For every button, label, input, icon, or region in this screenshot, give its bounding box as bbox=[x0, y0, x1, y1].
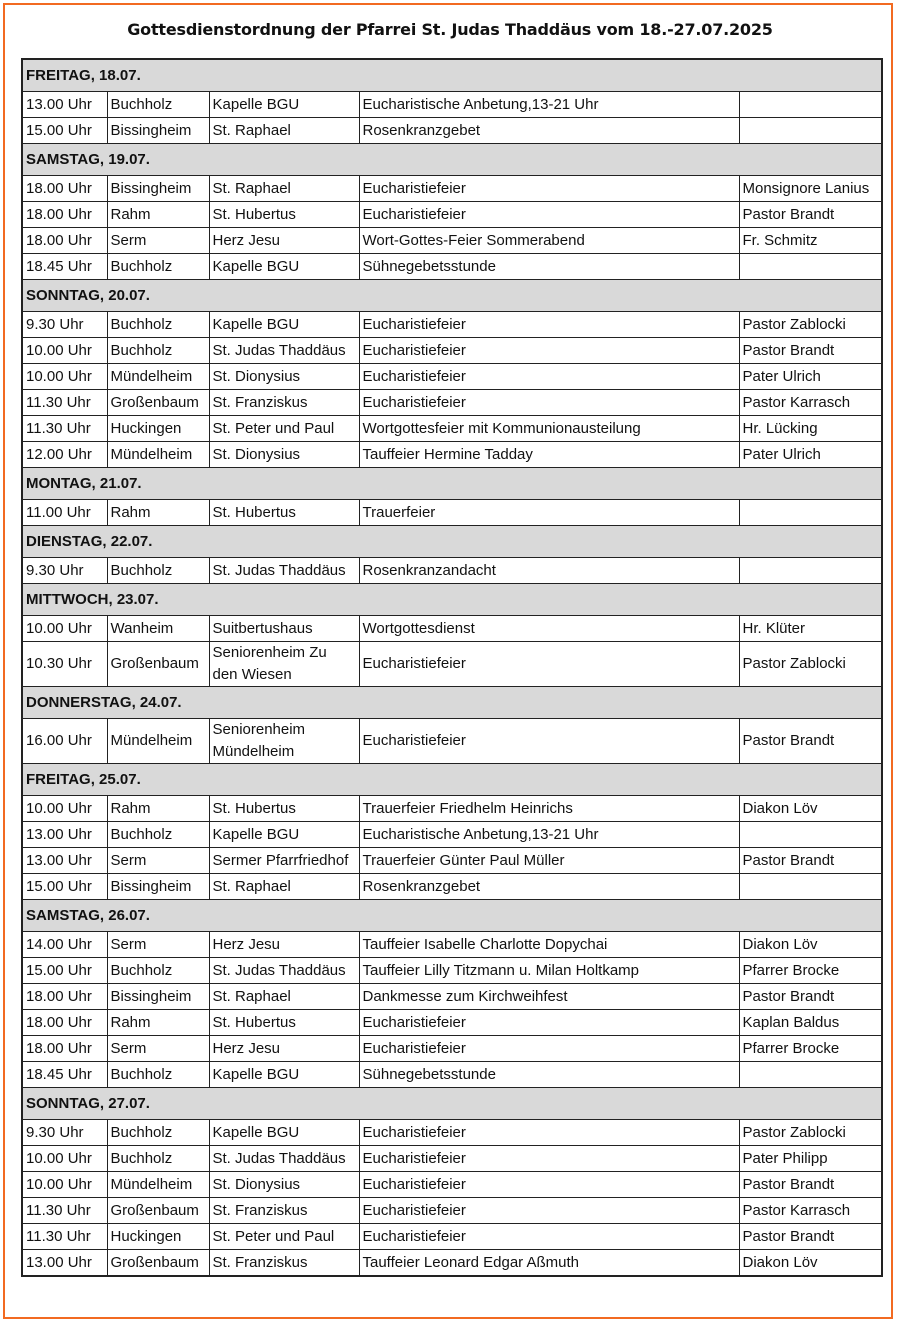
place-cell: Buchholz bbox=[107, 92, 209, 118]
service-row bbox=[22, 118, 882, 144]
day-header-row bbox=[22, 468, 882, 500]
day-header-row bbox=[22, 687, 882, 719]
service-row bbox=[22, 822, 882, 848]
event-cell: Tauffeier Leonard Edgar Aßmuth bbox=[359, 1250, 739, 1277]
service-row bbox=[22, 848, 882, 874]
church-cell: St. Hubertus bbox=[209, 796, 359, 822]
time-cell: 11.30 Uhr bbox=[22, 416, 107, 442]
service-row bbox=[22, 616, 882, 642]
church-cell: Kapelle BGU bbox=[209, 92, 359, 118]
event-cell: Trauerfeier Günter Paul Müller bbox=[359, 848, 739, 874]
event-cell: Tauffeier Isabelle Charlotte Dopychai bbox=[359, 932, 739, 958]
time-cell: 18.45 Uhr bbox=[22, 254, 107, 280]
day-date: , 22.07. bbox=[102, 532, 153, 550]
church-cell: Seniorenheim Zu den Wiesen bbox=[209, 642, 359, 687]
church-cell: Kapelle BGU bbox=[209, 312, 359, 338]
celebrant-cell bbox=[739, 254, 882, 280]
celebrant-cell bbox=[739, 874, 882, 900]
place-cell: Rahm bbox=[107, 796, 209, 822]
service-row bbox=[22, 932, 882, 958]
church-cell: St. Judas Thaddäus bbox=[209, 958, 359, 984]
celebrant-cell: Pater Philipp bbox=[739, 1146, 882, 1172]
celebrant-cell: Pfarrer Brocke bbox=[739, 958, 882, 984]
time-cell: 11.30 Uhr bbox=[22, 1198, 107, 1224]
day-name: SAMSTAG bbox=[26, 906, 100, 924]
celebrant-cell: Pastor Zablocki bbox=[739, 1120, 882, 1146]
service-row bbox=[22, 364, 882, 390]
church-cell: St. Franziskus bbox=[209, 1250, 359, 1277]
church-cell: St. Franziskus bbox=[209, 1198, 359, 1224]
service-row bbox=[22, 719, 882, 764]
place-cell: Wanheim bbox=[107, 616, 209, 642]
event-cell: Tauffeier Lilly Titzmann u. Milan Holtkamp bbox=[359, 958, 739, 984]
day-date: , 27.07. bbox=[99, 1094, 150, 1112]
place-cell: Buchholz bbox=[107, 958, 209, 984]
place-cell: Huckingen bbox=[107, 1224, 209, 1250]
day-header-row bbox=[22, 144, 882, 176]
celebrant-cell bbox=[739, 118, 882, 144]
celebrant-cell bbox=[739, 558, 882, 584]
service-row bbox=[22, 312, 882, 338]
time-cell: 15.00 Uhr bbox=[22, 874, 107, 900]
celebrant-cell: Fr. Schmitz bbox=[739, 228, 882, 254]
event-cell: Trauerfeier bbox=[359, 500, 739, 526]
time-cell: 18.45 Uhr bbox=[22, 1062, 107, 1088]
celebrant-cell: Pfarrer Brocke bbox=[739, 1036, 882, 1062]
time-cell: 13.00 Uhr bbox=[22, 1250, 107, 1277]
church-cell: Herz Jesu bbox=[209, 228, 359, 254]
church-cell: Herz Jesu bbox=[209, 932, 359, 958]
church-cell: St. Dionysius bbox=[209, 442, 359, 468]
celebrant-cell: Pastor Brandt bbox=[739, 338, 882, 364]
place-cell: Bissingheim bbox=[107, 118, 209, 144]
time-cell: 11.30 Uhr bbox=[22, 390, 107, 416]
place-cell: Serm bbox=[107, 1036, 209, 1062]
event-cell: Eucharistiefeier bbox=[359, 202, 739, 228]
day-name: SONNTAG bbox=[26, 286, 100, 304]
place-cell: Serm bbox=[107, 228, 209, 254]
time-cell: 9.30 Uhr bbox=[22, 558, 107, 584]
event-cell: Eucharistiefeier bbox=[359, 1198, 739, 1224]
service-row bbox=[22, 442, 882, 468]
day-date: , 23.07. bbox=[108, 590, 159, 608]
place-cell: Mündelheim bbox=[107, 719, 209, 764]
page-title: Gottesdienstordnung der Pfarrei St. Judas Thaddäus vom 18.-27.07.2025 bbox=[127, 20, 773, 39]
church-cell: Sermer Pfarrfriedhof bbox=[209, 848, 359, 874]
event-cell: Eucharistiefeier bbox=[359, 312, 739, 338]
service-row bbox=[22, 874, 882, 900]
church-cell: Herz Jesu bbox=[209, 1036, 359, 1062]
day-name: DIENSTAG bbox=[26, 532, 103, 550]
church-cell: Seniorenheim Mündelheim bbox=[209, 719, 359, 764]
celebrant-cell bbox=[739, 822, 882, 848]
day-name: DONNERSTAG bbox=[26, 693, 132, 711]
place-cell: Buchholz bbox=[107, 312, 209, 338]
service-row bbox=[22, 1120, 882, 1146]
day-header-cell bbox=[22, 144, 882, 176]
church-cell: St. Franziskus bbox=[209, 390, 359, 416]
church-cell: Suitbertushaus bbox=[209, 616, 359, 642]
time-cell: 11.00 Uhr bbox=[22, 500, 107, 526]
place-cell: Großenbaum bbox=[107, 390, 209, 416]
service-row bbox=[22, 254, 882, 280]
place-cell: Huckingen bbox=[107, 416, 209, 442]
service-row bbox=[22, 796, 882, 822]
church-cell: St. Hubertus bbox=[209, 202, 359, 228]
church-cell: St. Judas Thaddäus bbox=[209, 338, 359, 364]
day-header-cell bbox=[22, 59, 882, 92]
church-cell: St. Hubertus bbox=[209, 500, 359, 526]
time-cell: 10.30 Uhr bbox=[22, 642, 107, 687]
time-cell: 15.00 Uhr bbox=[22, 958, 107, 984]
event-cell: Eucharistiefeier bbox=[359, 1120, 739, 1146]
day-header-cell bbox=[22, 526, 882, 558]
time-cell: 10.00 Uhr bbox=[22, 1172, 107, 1198]
place-cell: Buchholz bbox=[107, 1146, 209, 1172]
event-cell: Sühnegebetsstunde bbox=[359, 1062, 739, 1088]
day-header-row bbox=[22, 526, 882, 558]
event-cell: Trauerfeier Friedhelm Heinrichs bbox=[359, 796, 739, 822]
service-row bbox=[22, 958, 882, 984]
event-cell: Eucharistiefeier bbox=[359, 1172, 739, 1198]
day-name: MITTWOCH bbox=[26, 590, 109, 608]
service-row bbox=[22, 558, 882, 584]
event-cell: Rosenkranzandacht bbox=[359, 558, 739, 584]
time-cell: 18.00 Uhr bbox=[22, 1010, 107, 1036]
day-header-cell bbox=[22, 280, 882, 312]
day-header-row bbox=[22, 1088, 882, 1120]
celebrant-cell: Hr. Klüter bbox=[739, 616, 882, 642]
celebrant-cell: Monsignore Lanius bbox=[739, 176, 882, 202]
place-cell: Buchholz bbox=[107, 1120, 209, 1146]
church-cell: St. Judas Thaddäus bbox=[209, 1146, 359, 1172]
celebrant-cell: Pastor Zablocki bbox=[739, 642, 882, 687]
place-cell: Buchholz bbox=[107, 558, 209, 584]
church-cell: St. Judas Thaddäus bbox=[209, 558, 359, 584]
service-row bbox=[22, 1146, 882, 1172]
time-cell: 18.00 Uhr bbox=[22, 1036, 107, 1062]
place-cell: Bissingheim bbox=[107, 176, 209, 202]
celebrant-cell bbox=[739, 1062, 882, 1088]
service-row bbox=[22, 642, 882, 687]
time-cell: 10.00 Uhr bbox=[22, 364, 107, 390]
place-cell: Rahm bbox=[107, 1010, 209, 1036]
service-row bbox=[22, 1062, 882, 1088]
place-cell: Buchholz bbox=[107, 338, 209, 364]
day-header-cell bbox=[22, 468, 882, 500]
service-row bbox=[22, 1172, 882, 1198]
day-header-cell bbox=[22, 687, 882, 719]
day-date: , 19.07. bbox=[99, 150, 150, 168]
time-cell: 9.30 Uhr bbox=[22, 1120, 107, 1146]
time-cell: 18.00 Uhr bbox=[22, 984, 107, 1010]
day-date: , 26.07. bbox=[99, 906, 150, 924]
celebrant-cell: Pastor Brandt bbox=[739, 848, 882, 874]
service-row bbox=[22, 1010, 882, 1036]
schedule-body bbox=[22, 59, 882, 1276]
event-cell: Sühnegebetsstunde bbox=[359, 254, 739, 280]
celebrant-cell bbox=[739, 500, 882, 526]
place-cell: Großenbaum bbox=[107, 642, 209, 687]
day-header-row bbox=[22, 900, 882, 932]
time-cell: 18.00 Uhr bbox=[22, 228, 107, 254]
church-cell: St. Raphael bbox=[209, 176, 359, 202]
celebrant-cell: Pater Ulrich bbox=[739, 364, 882, 390]
place-cell: Großenbaum bbox=[107, 1198, 209, 1224]
day-header-row bbox=[22, 584, 882, 616]
church-cell: Kapelle BGU bbox=[209, 1120, 359, 1146]
day-name: SAMSTAG bbox=[26, 150, 100, 168]
celebrant-cell: Pastor Karrasch bbox=[739, 1198, 882, 1224]
day-name: FREITAG bbox=[26, 770, 91, 788]
event-cell: Eucharistiefeier bbox=[359, 338, 739, 364]
event-cell: Wortgottesfeier mit Kommunionausteilung bbox=[359, 416, 739, 442]
day-date: , 18.07. bbox=[90, 66, 141, 84]
day-header-row bbox=[22, 59, 882, 92]
church-cell: St. Hubertus bbox=[209, 1010, 359, 1036]
event-cell: Rosenkranzgebet bbox=[359, 874, 739, 900]
time-cell: 10.00 Uhr bbox=[22, 616, 107, 642]
event-cell: Eucharistiefeier bbox=[359, 390, 739, 416]
celebrant-cell: Pastor Brandt bbox=[739, 202, 882, 228]
service-row bbox=[22, 1036, 882, 1062]
church-cell: St. Dionysius bbox=[209, 364, 359, 390]
place-cell: Bissingheim bbox=[107, 984, 209, 1010]
service-row bbox=[22, 390, 882, 416]
time-cell: 13.00 Uhr bbox=[22, 822, 107, 848]
celebrant-cell: Pastor Karrasch bbox=[739, 390, 882, 416]
time-cell: 10.00 Uhr bbox=[22, 796, 107, 822]
event-cell: Eucharistiefeier bbox=[359, 1146, 739, 1172]
celebrant-cell: Diakon Löv bbox=[739, 932, 882, 958]
time-cell: 11.30 Uhr bbox=[22, 1224, 107, 1250]
service-row bbox=[22, 338, 882, 364]
day-name: MONTAG bbox=[26, 474, 92, 492]
service-row bbox=[22, 92, 882, 118]
church-cell: Kapelle BGU bbox=[209, 1062, 359, 1088]
service-row bbox=[22, 1224, 882, 1250]
church-cell: St. Peter und Paul bbox=[209, 416, 359, 442]
day-header-cell bbox=[22, 1088, 882, 1120]
place-cell: Buchholz bbox=[107, 254, 209, 280]
place-cell: Serm bbox=[107, 932, 209, 958]
celebrant-cell: Hr. Lücking bbox=[739, 416, 882, 442]
time-cell: 15.00 Uhr bbox=[22, 118, 107, 144]
time-cell: 14.00 Uhr bbox=[22, 932, 107, 958]
event-cell: Eucharistische Anbetung,13-21 Uhr bbox=[359, 92, 739, 118]
day-header-cell bbox=[22, 900, 882, 932]
time-cell: 12.00 Uhr bbox=[22, 442, 107, 468]
church-cell: Kapelle BGU bbox=[209, 822, 359, 848]
place-cell: Buchholz bbox=[107, 822, 209, 848]
time-cell: 13.00 Uhr bbox=[22, 92, 107, 118]
day-date: , 24.07. bbox=[131, 693, 182, 711]
event-cell: Eucharistiefeier bbox=[359, 176, 739, 202]
church-cell: St. Dionysius bbox=[209, 1172, 359, 1198]
celebrant-cell: Kaplan Baldus bbox=[739, 1010, 882, 1036]
celebrant-cell: Pastor Brandt bbox=[739, 719, 882, 764]
place-cell: Rahm bbox=[107, 500, 209, 526]
day-header-cell bbox=[22, 584, 882, 616]
place-cell: Mündelheim bbox=[107, 442, 209, 468]
event-cell: Dankmesse zum Kirchweihfest bbox=[359, 984, 739, 1010]
celebrant-cell: Diakon Löv bbox=[739, 796, 882, 822]
celebrant-cell: Pastor Brandt bbox=[739, 1224, 882, 1250]
service-row bbox=[22, 1250, 882, 1277]
service-row bbox=[22, 202, 882, 228]
celebrant-cell: Pastor Brandt bbox=[739, 984, 882, 1010]
place-cell: Bissingheim bbox=[107, 874, 209, 900]
event-cell: Eucharistiefeier bbox=[359, 364, 739, 390]
event-cell: Tauffeier Hermine Tadday bbox=[359, 442, 739, 468]
place-cell: Rahm bbox=[107, 202, 209, 228]
time-cell: 16.00 Uhr bbox=[22, 719, 107, 764]
event-cell: Eucharistiefeier bbox=[359, 719, 739, 764]
time-cell: 10.00 Uhr bbox=[22, 1146, 107, 1172]
church-cell: St. Peter und Paul bbox=[209, 1224, 359, 1250]
event-cell: Eucharistiefeier bbox=[359, 1224, 739, 1250]
day-header-row bbox=[22, 764, 882, 796]
schedule-table bbox=[21, 58, 883, 1277]
celebrant-cell: Pater Ulrich bbox=[739, 442, 882, 468]
day-date: , 25.07. bbox=[90, 770, 141, 788]
day-date: , 21.07. bbox=[91, 474, 142, 492]
event-cell: Eucharistiefeier bbox=[359, 1036, 739, 1062]
church-cell: St. Raphael bbox=[209, 118, 359, 144]
service-row bbox=[22, 1198, 882, 1224]
day-date: , 20.07. bbox=[99, 286, 150, 304]
celebrant-cell: Diakon Löv bbox=[739, 1250, 882, 1277]
service-row bbox=[22, 228, 882, 254]
time-cell: 13.00 Uhr bbox=[22, 848, 107, 874]
event-cell: Eucharistiefeier bbox=[359, 1010, 739, 1036]
church-cell: Kapelle BGU bbox=[209, 254, 359, 280]
time-cell: 18.00 Uhr bbox=[22, 176, 107, 202]
event-cell: Wort-Gottes-Feier Sommerabend bbox=[359, 228, 739, 254]
church-cell: St. Raphael bbox=[209, 874, 359, 900]
time-cell: 10.00 Uhr bbox=[22, 338, 107, 364]
day-header-cell bbox=[22, 764, 882, 796]
event-cell: Eucharistische Anbetung,13-21 Uhr bbox=[359, 822, 739, 848]
celebrant-cell: Pastor Zablocki bbox=[739, 312, 882, 338]
place-cell: Serm bbox=[107, 848, 209, 874]
service-row bbox=[22, 176, 882, 202]
celebrant-cell: Pastor Brandt bbox=[739, 1172, 882, 1198]
service-row bbox=[22, 500, 882, 526]
service-row bbox=[22, 416, 882, 442]
place-cell: Mündelheim bbox=[107, 1172, 209, 1198]
time-cell: 9.30 Uhr bbox=[22, 312, 107, 338]
place-cell: Großenbaum bbox=[107, 1250, 209, 1277]
church-cell: St. Raphael bbox=[209, 984, 359, 1010]
time-cell: 18.00 Uhr bbox=[22, 202, 107, 228]
day-name: SONNTAG bbox=[26, 1094, 100, 1112]
place-cell: Mündelheim bbox=[107, 364, 209, 390]
celebrant-cell bbox=[739, 92, 882, 118]
day-header-row bbox=[22, 280, 882, 312]
place-cell: Buchholz bbox=[107, 1062, 209, 1088]
day-name: FREITAG bbox=[26, 66, 91, 84]
event-cell: Eucharistiefeier bbox=[359, 642, 739, 687]
service-row bbox=[22, 984, 882, 1010]
event-cell: Wortgottesdienst bbox=[359, 616, 739, 642]
event-cell: Rosenkranzgebet bbox=[359, 118, 739, 144]
